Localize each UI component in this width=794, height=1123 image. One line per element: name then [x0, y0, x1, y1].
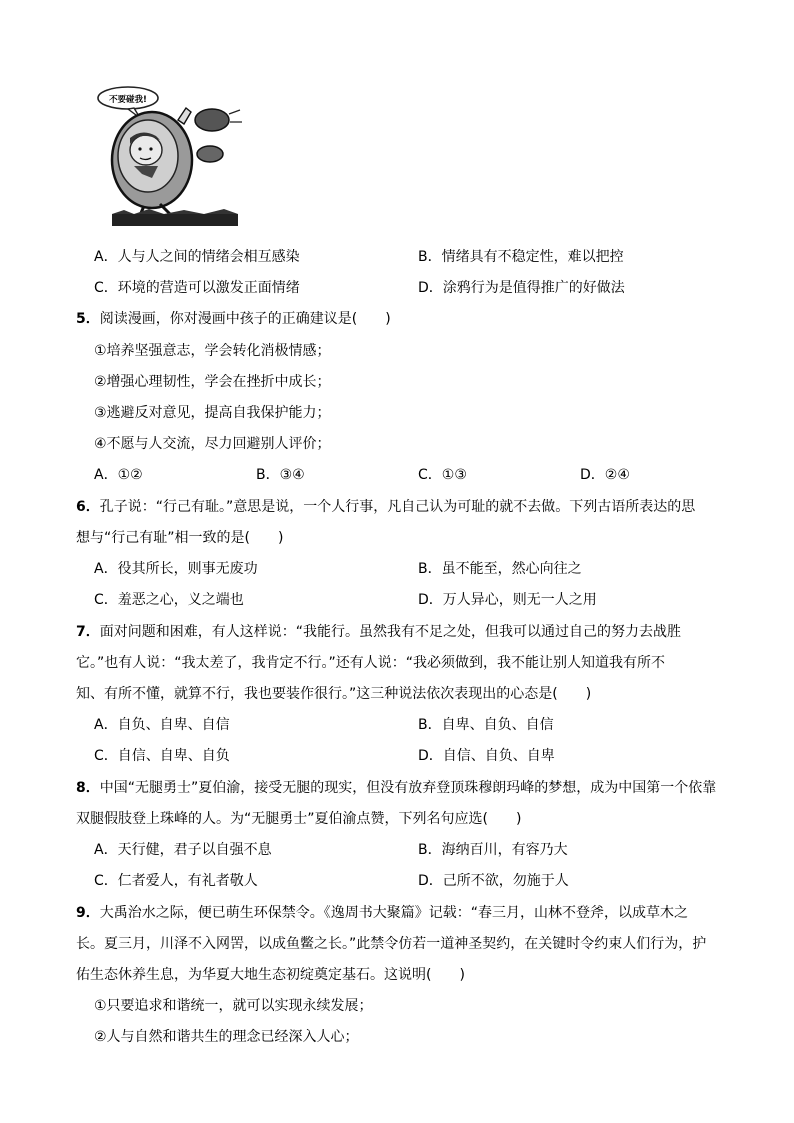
- q9-item-1: ①只要追求和谐统一，就可以实现永续发展；: [94, 998, 373, 1014]
- q5-option-c: C．①③: [418, 467, 467, 483]
- question-6-stem-line1: [76, 497, 695, 517]
- question-6-stem-line2: 想与“行己有耻”相一致的是( ): [76, 530, 284, 546]
- q6-option-a: A．役其所长，则事无废功: [94, 561, 258, 577]
- speech-bubble-text: 不要碰我!: [109, 95, 147, 105]
- q9-item-2: ②人与自然和谐共生的理念已经深入人心；: [94, 1029, 359, 1045]
- child-face: [130, 135, 162, 165]
- q8-option-a: A．天行健，君子以自强不息: [94, 842, 272, 858]
- q8-option-c: C．仁者爱人，有礼者敬人: [94, 873, 258, 889]
- q6-option-b: B．虽不能至，然心向往之: [418, 561, 582, 577]
- q5-option-b: B．③④: [256, 467, 305, 483]
- q4-option-b: B．情绪具有不稳定性，难以把控: [418, 249, 624, 265]
- question-9-stem-line1: [76, 903, 688, 923]
- q4-option-d: D．涂鸦行为是值得推广的好做法: [418, 280, 625, 296]
- q7-option-c: C．自信、自卑、自负: [94, 748, 230, 764]
- q4-option-c: C．环境的营造可以激发正面情绪: [94, 280, 300, 296]
- ground: [112, 214, 238, 226]
- q7-option-d: D．自信、自负、自卑: [418, 748, 555, 764]
- q8-option-d: D．己所不欲，勿施于人: [418, 873, 569, 889]
- question-7-stem-line3: 知、有所不懂，就算不行，我也要装作很行。”这三种说法依次表现出的心态是( ): [76, 686, 592, 702]
- question-8-stem-line2: 双腿假肢登上珠峰的人。为“无腿勇士”夏伯渝点赞，下列名句应选( ): [76, 811, 522, 827]
- q7-option-b: B．自卑、自负、自信: [418, 717, 554, 733]
- question-6-text: 孔子说：“行己有耻。”意思是说，一个人行事，凡自己认为可耻的就不去做。下列古语所表达的思: [99, 499, 696, 515]
- q8-option-b: B．海纳百川，有容乃大: [418, 842, 568, 858]
- q5-item-2: ②增强心理韧性，学会在挫折中成长；: [94, 374, 331, 390]
- q6-option-c: C．羞恶之心，义之端也: [94, 592, 244, 608]
- rock-lower: [197, 146, 223, 162]
- q5-item-3: ③逃避反对意见，提高自我保护能力；: [94, 405, 331, 421]
- question-9-stem-line3: 佑生态休养生息，为华夏大地生态初绽奠定基石。这说明( ): [76, 967, 465, 983]
- question-9-number: 9．: [76, 905, 100, 921]
- q5-item-1: ①培养坚强意志，学会转化消极情感；: [94, 343, 331, 359]
- question-5-stem: [76, 309, 391, 329]
- question-6-number: 6．: [76, 499, 100, 515]
- question-5-text: 阅读漫画，你对漫画中孩子的正确建议是( ): [99, 311, 391, 327]
- question-7-number: 7．: [76, 624, 100, 640]
- question-8-number: 8．: [76, 780, 100, 796]
- q5-option-a: A．①②: [94, 467, 143, 483]
- question-5-number: 5．: [76, 311, 100, 327]
- question-8-stem-line1: [76, 778, 716, 798]
- q4-option-a: A．人与人之间的情绪会相互感染: [94, 249, 300, 265]
- question-9-stem-line2: 长。夏三月，川泽不入网罟，以成鱼鳖之长。”此禁令仿若一道神圣契约，在关键时令约束人们行为，护: [76, 936, 707, 952]
- q6-option-d: D．万人异心，则无一人之用: [418, 592, 597, 608]
- question-7-text: 面对问题和困难，有人这样说：“我能行。虽然我有不足之处，但我可以通过自己的努力去战胜: [99, 624, 682, 640]
- question-8-text: 中国“无腿勇士”夏伯渝，接受无腿的现实，但没有放弃登顶珠穆朗玛峰的梦想，成为中国第一个依靠: [99, 780, 717, 796]
- q5-option-d: D．②④: [580, 467, 630, 483]
- comic-illustration: [94, 78, 244, 230]
- q7-option-a: A．自负、自卑、自信: [94, 717, 230, 733]
- question-7-stem-line1: [76, 622, 681, 642]
- question-7-stem-line2: 它。”也有人说：“我太差了，我肯定不行。”还有人说：“我必须做到，我不能让别人知道我有所不: [76, 655, 666, 671]
- q5-item-4: ④不愿与人交流，尽力回避别人评价；: [94, 436, 331, 452]
- question-9-text: 大禹治水之际，便已萌生环保禁令。《逸周书大聚篇》记载：“春三月，山林不登斧，以成草木之: [99, 905, 689, 921]
- rock-upper: [195, 109, 229, 131]
